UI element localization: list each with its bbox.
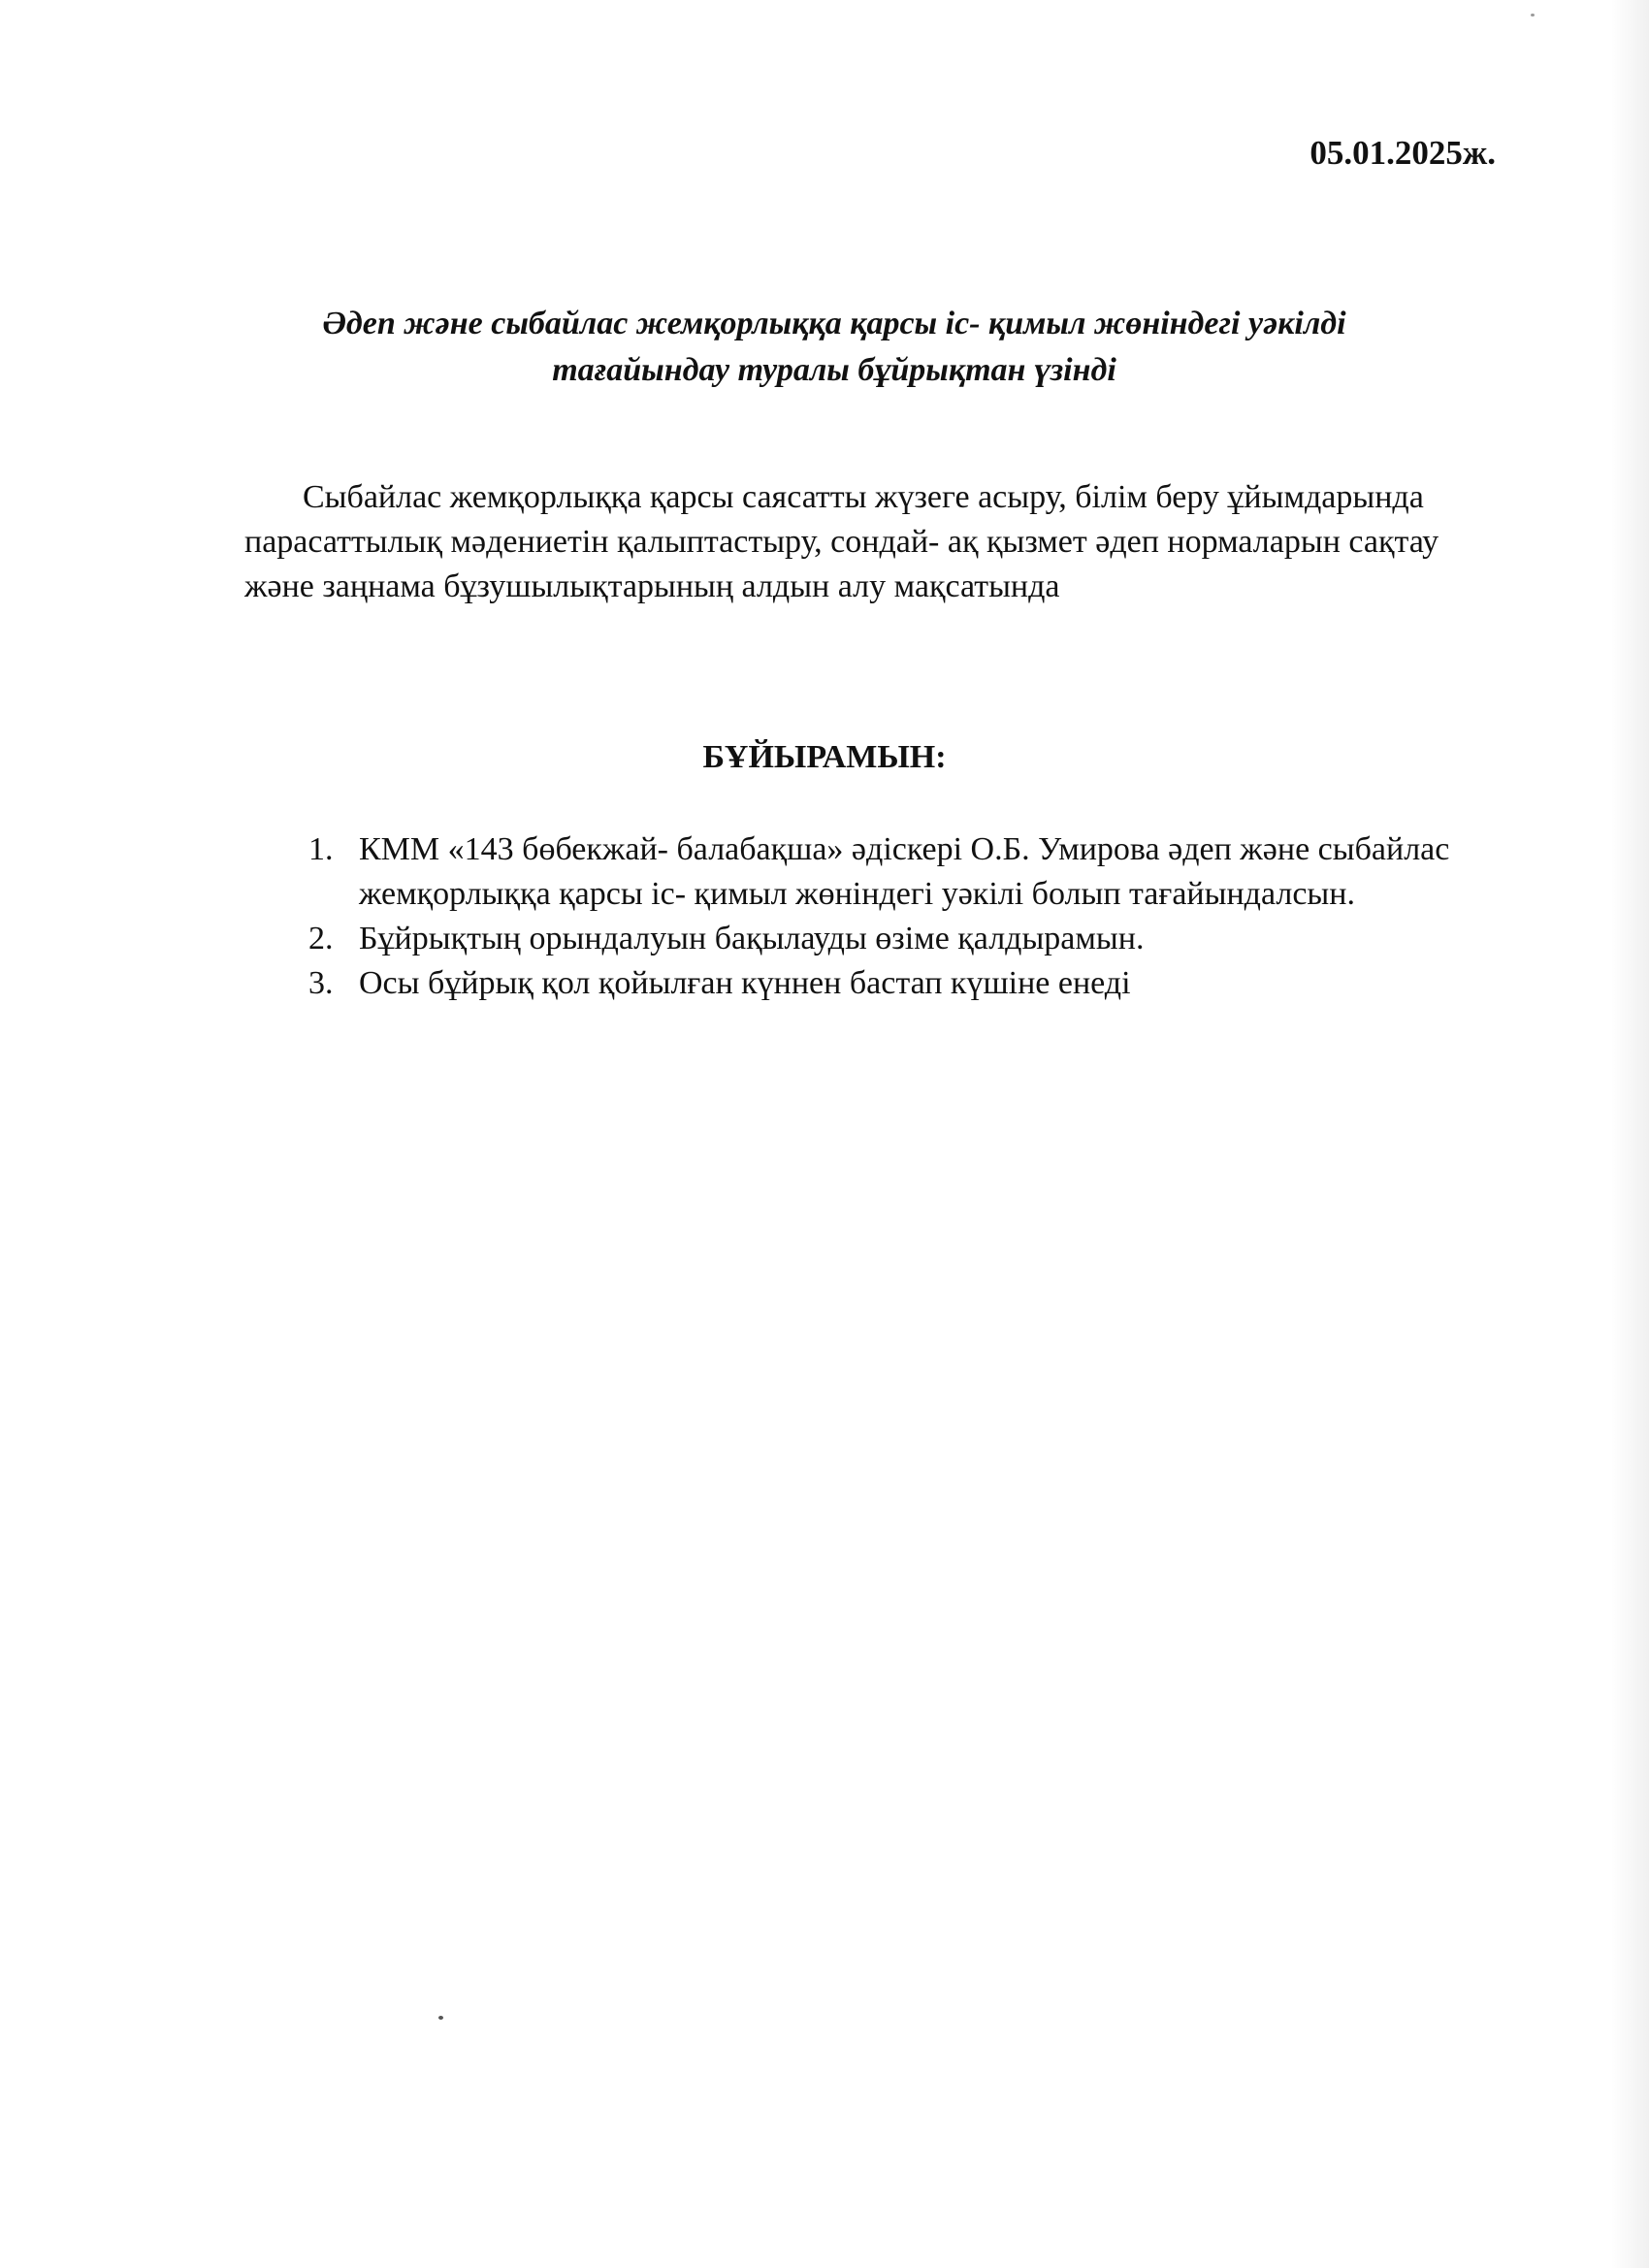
scan-speck	[1531, 14, 1535, 16]
order-item-number: 3.	[308, 965, 334, 1001]
title-line-1: Әдеп және сыбайлас жемқорлыққа қарсы іс- қимыл жөніндегі уәкілді	[322, 306, 1346, 341]
order-item-text: КММ «143 бөбекжай- балабақша» әдіскері О.Б. Умирова әдеп және сыбайлас жемқорлыққа қарсы іс- қимыл жөніндегі уәкілі болып тағайындалсын.	[359, 831, 1450, 912]
order-list	[291, 827, 1474, 1006]
document-date: 05.01.2025ж.	[1310, 134, 1496, 172]
scan-edge-shadow	[1610, 0, 1649, 2268]
order-item	[291, 917, 1474, 961]
order-heading: БҰЙЫРАМЫН:	[702, 739, 947, 775]
order-item-text: Осы бұйрық қол қойылған күннен бастап күшіне енеді	[359, 965, 1131, 1001]
order-item-text: Бұйрықтың орындалуын бақылауды өзіме қалдырамын.	[359, 921, 1145, 956]
document-title	[146, 301, 1523, 394]
title-line-2: тағайындау туралы бұйрықтан үзінді	[552, 352, 1116, 388]
order-item-number: 2.	[308, 921, 334, 956]
order-item-number: 1.	[308, 831, 334, 867]
order-item	[291, 827, 1474, 917]
scan-speck	[438, 2016, 443, 2020]
order-item	[291, 961, 1474, 1006]
intro-paragraph: Сыбайлас жемқорлыққа қарсы саясатты жүзеге асыру, білім беру ұйымдарында парасаттылық мәдениетін қалыптастыру, сондай- ақ қызмет әдеп нормаларын сақтау және заңнама бұзушылықтарының алдын алу мақсатында	[244, 479, 1439, 604]
